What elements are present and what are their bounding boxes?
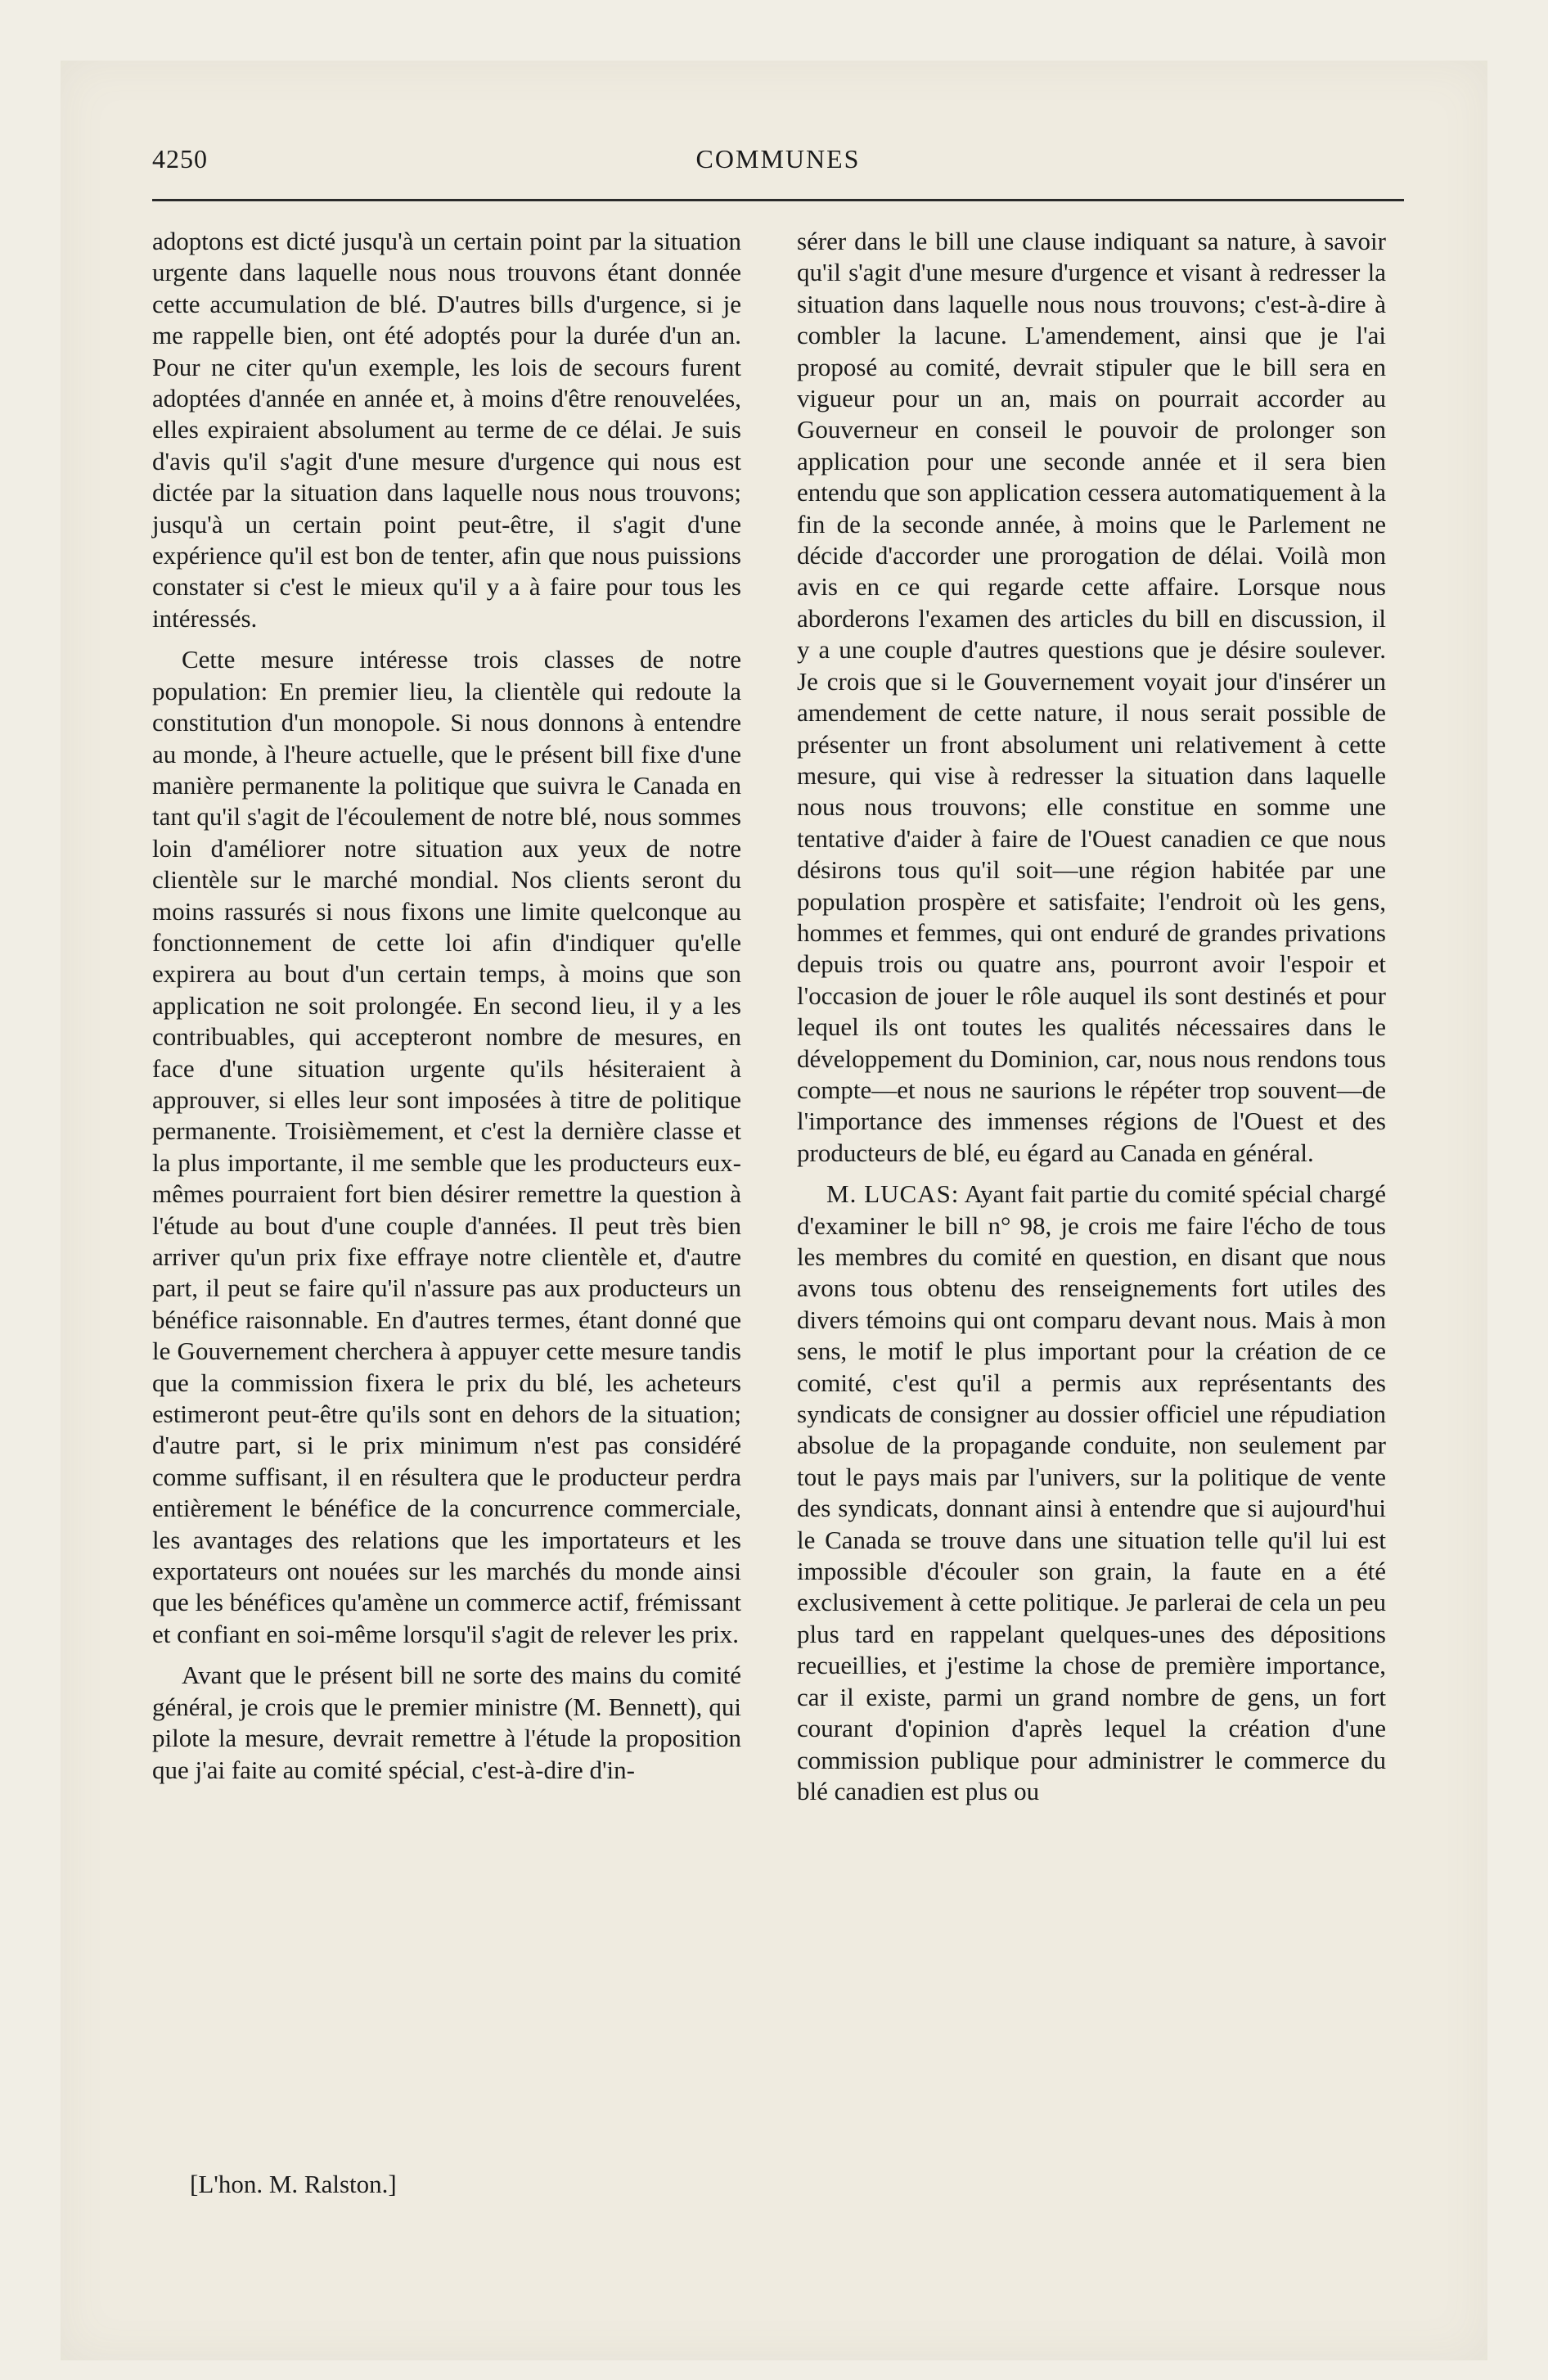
right-paragraph-2 (797, 1179, 1386, 1807)
page-header (152, 144, 1404, 183)
page-number: 4250 (152, 144, 208, 174)
right-paragraph-2-text: Ayant fait partie du comité spécial chargé d'examiner le bill n° 98, je crois me faire l'écho de tous les membres du comité en question, en disant que nous avons tous obtenu des renseignements fort utiles des divers témoins qui ont comparu devant nous. Mais à mon sens, le motif le plus important pour la création de ce comité, c'est qu'il a permis aux représentants des syndicats de consigner au dossier officiel une répudiation absolue de la propagande conduite, non seulement par tout le pays mais par l'univers, sur la politique de vente des syndicats, donnant ainsi à entendre que si aujourd'hui le Canada se trouve dans une situation telle qu'il lui est impossible d'écouler son grain, la faute en a été exclusivement à cette politique. Je parlerai de cela un peu plus tard en rappelant quelques-unes des dépositions recueillies, et j'estime la chose de première importance, car il existe, parmi un grand nombre de gens, un fort courant d'opinion d'après lequel la création d'une commission publique pour administrer le commerce du blé canadien est plus ou (797, 1179, 1386, 1805)
header-rule (152, 199, 1404, 201)
right-paragraph-1: sérer dans le bill une clause indiquant sa nature, à savoir qu'il s'agit d'une mesure d'urgence et visant à redresser la situation dans laquelle nous nous trouvons; c'est-à-dire à combler la lacune. L'amendement, ainsi que je l'ai proposé au comité, devrait stipuler que le bill sera en vigueur pour un an, mais on pourrait accorder au Gouverneur en conseil le pouvoir de prolonger son application pour une seconde année et il sera bien entendu que son application cessera automatiquement à la fin de la seconde année, à moins que le Parlement ne décide d'accorder une prorogation de délai. Voilà mon avis en ce qui regarde cette affaire. Lorsque nous aborderons l'examen des articles du bill en discussion, il y a une couple d'autres questions que je désire soulever. Je crois que si le Gouvernement voyait jour d'insérer un amendement de cette nature, il nous serait possible de présenter un front absolument uni relativement à cette mesure, qui vise à redresser la situation dans laquelle nous nous trouvons; elle constitue en somme une tentative d'aider à faire de l'Ouest canadien ce que nous désirons tous qu'il soit—une région habitée par une population prospère et satisfaite; l'endroit où les gens, hommes et femmes, qui ont enduré de grandes privations depuis trois ou quatre ans, pourront avoir l'espoir et l'occasion de jouer le rôle auquel ils sont destinés et pour lequel ils ont toutes les qualités nécessaires dans le développement du Dominion, car, nous nous rendons tous compte—et nous ne saurions le répéter trop souvent—de l'importance des immenses régions de l'Ouest et des producteurs de blé, eu égard au Canada en général. (797, 227, 1386, 1167)
speaker-name: M. LUCAS: (826, 1179, 960, 1209)
speaker-attribution: [L'hon. M. Ralston.] (190, 2170, 397, 2198)
left-paragraph-1: adoptons est dicté jusqu'à un certain point par la situation urgente dans laquelle nous nous trouvons étant donnée cette accumulation de blé. D'autres bills d'urgence, si je me rappelle bien, ont été adoptés pour la durée d'un an. Pour ne citer qu'un exemple, les lois de secours furent adoptées d'année en année et, à moins d'être renouvelées, elles expiraient absolument au terme de ce délai. Je suis d'avis qu'il s'agit d'une mesure d'urgence qui nous est dictée par la situation dans laquelle nous nous trouvons; jusqu'à un certain point peut-être, il s'agit d'une expérience qu'il est bon de tenter, afin que nous puissions constater si c'est le mieux qu'il y a à faire pour tous les intéressés. (152, 227, 741, 633)
left-column (152, 226, 741, 1796)
right-column (797, 226, 1386, 1817)
running-head: COMMUNES (695, 144, 861, 174)
left-paragraph-3: Avant que le présent bill ne sorte des mains du comité général, je crois que le premier ministre (M. Bennett), qui pilote la mesure, devrait remettre à l'étude la proposition que j'ai faite au comité spécial, c'est-à-dire d'in- (152, 1661, 741, 1784)
left-paragraph-2: Cette mesure intéresse trois classes de notre population: En premier lieu, la clientèle qui redoute la constitution d'un monopole. Si nous donnons à entendre au monde, à l'heure actuelle, que le présent bill fixe d'une manière permanente la politique que suivra le Canada en tant qu'il s'agit de l'écoulement de notre blé, nous sommes loin d'améliorer notre situation aux yeux de notre clientèle sur le marché mondial. Nos clients seront du moins rassurés si nous fixons une limite quelconque au fonctionnement de cette loi afin d'indiquer qu'elle expirera au bout d'un certain temps, à moins que son application ne soit prolongée. En second lieu, il y a les contribuables, qui accepteront nombre de mesures, en face d'une situation urgente qu'ils hésiteraient à approuver, si elles leur sont imposées à titre de politique permanente. Troisièmement, et c'est la dernière classe et la plus importante, il me semble que les producteurs eux-mêmes pourraient fort bien désirer remettre la question à l'étude au bout d'une couple d'années. Il peut très bien arriver qu'un prix fixe effraye notre clientèle et, d'autre part, il peut se faire qu'il n'assure pas aux producteurs un bénéfice raisonnable. En d'autres termes, étant donné que le Gouvernement cherchera à appuyer cette mesure tandis que la commission fixera le prix du blé, les acheteurs estimeront peut-être qu'ils sont en dehors de la situation; d'autre part, si le prix minimum n'est pas considéré comme suffisant, il en résultera que le producteur perdra entièrement le bénéfice de la concurrence commerciale, les avantages des relations que les importateurs et les exportateurs ont nouées sur les marchés du monde ainsi que les bénéfices qu'amène un commerce actif, frémissant et confiant en soi-même lorsqu'il s'agit de relever les prix. (152, 645, 741, 1648)
